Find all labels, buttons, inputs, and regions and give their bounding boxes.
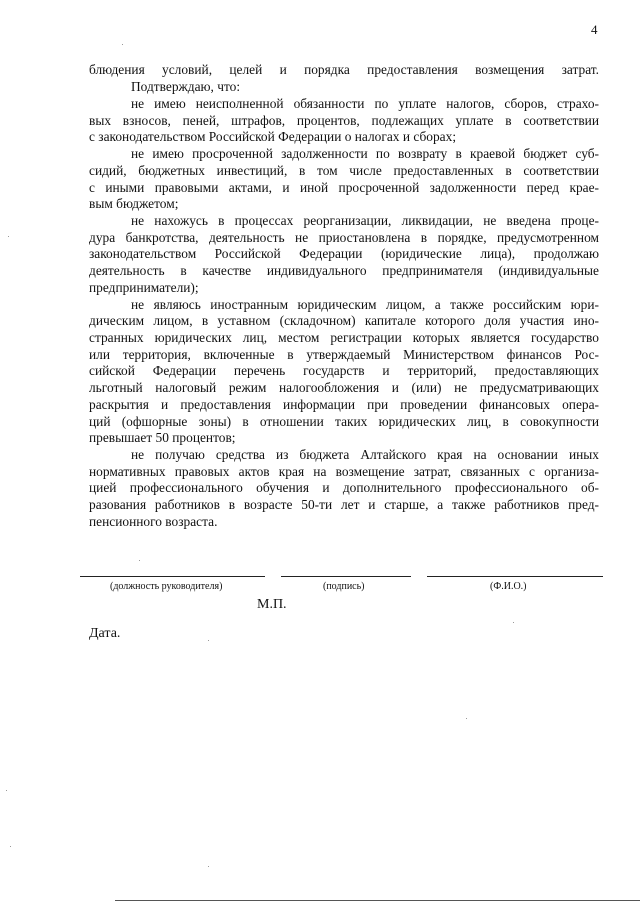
name-line (427, 576, 603, 577)
scan-speck (8, 236, 9, 237)
text-line: не являюсь иностранным юридическим лицом, а также российским юри- (131, 297, 599, 312)
text-line: предприниматели); (89, 280, 199, 295)
text-line: сидий, бюджетных инвестиций, в том числе предоставленных в соответствии (89, 163, 599, 178)
scan-speck (513, 622, 514, 623)
scan-speck (466, 718, 467, 719)
text-line: вым бюджетом; (89, 196, 179, 211)
scan-speck (6, 790, 7, 791)
text-line: дура банкротства, деятельность не приостановлена в порядке, предусмотренном (89, 230, 599, 245)
text-line: не имею просроченной задолженности по возврату в краевой бюджет суб- (131, 146, 599, 161)
name-caption: (Ф.И.О.) (490, 581, 527, 592)
text-line: не получаю средства из бюджета Алтайского края на основании иных (131, 447, 599, 462)
text-line: нормативных правовых актов края на возмещение затрат, связанных с организа- (89, 464, 599, 479)
text-line: Подтверждаю, что: (131, 79, 241, 94)
position-caption: (должность руководителя) (110, 581, 223, 592)
text-line: законодательством Российской Федерации (юридические лица), продолжаю (89, 246, 599, 261)
stamp-label: М.П. (257, 597, 287, 612)
text-line: вых взносов, пеней, штрафов, процентов, подлежащих уплате в соответствии (89, 113, 599, 128)
text-line: цией профессионального обучения и дополнительного профессионального об- (89, 480, 599, 495)
text-line: блюдения условий, целей и порядка предоставления возмещения затрат. (89, 62, 599, 77)
scan-speck (10, 846, 11, 847)
signature-caption: (подпись) (323, 581, 365, 592)
bottom-edge-line (115, 900, 640, 901)
text-line: льготный налоговый режим налогообложения и (или) не предусматривающих (89, 380, 599, 395)
text-line: или территория, включенные в утверждаемый Министерством финансов Рос- (89, 347, 599, 362)
text-line: не нахожусь в процессах реорганизации, ликвидации, не введена проце- (131, 213, 599, 228)
date-label: Дата. (89, 626, 121, 641)
text-line: ций (офшорные зоны) в отношении таких юридических лиц, в совокупности (89, 414, 599, 429)
text-line: превышает 50 процентов; (89, 430, 236, 445)
scan-speck (208, 866, 209, 867)
text-line: с законодательством Российской Федерации о налогах и сборах; (89, 129, 457, 144)
scan-speck (208, 640, 209, 641)
text-line: с иными правовыми актами, и иной просроченной задолженности перед крае- (89, 180, 599, 195)
page-number: 4 (591, 22, 598, 37)
text-line: не имею неисполненной обязанности по уплате налогов, сборов, страхо- (131, 96, 599, 111)
text-line: сийской Федерации перечень государств и территорий, предоставляющих (89, 363, 599, 378)
scan-speck (139, 560, 140, 561)
signature-line (281, 576, 411, 577)
text-line: странных юридических лиц, местом регистрации которых является государство (89, 330, 599, 345)
scan-speck (122, 44, 123, 45)
text-line: пенсионного возраста. (89, 514, 218, 529)
text-line: разования работников в возрасте 50-ти лет и старше, а также работников пред- (89, 497, 599, 512)
text-line: раскрытия и предоставления информации при проведении финансовых опера- (89, 397, 599, 412)
text-line: дическим лицом, в уставном (складочном) капитале которого доля участия ино- (89, 313, 599, 328)
text-line: деятельность в качестве индивидуального предпринимателя (индивидуальные (89, 263, 599, 278)
position-line (80, 576, 265, 577)
